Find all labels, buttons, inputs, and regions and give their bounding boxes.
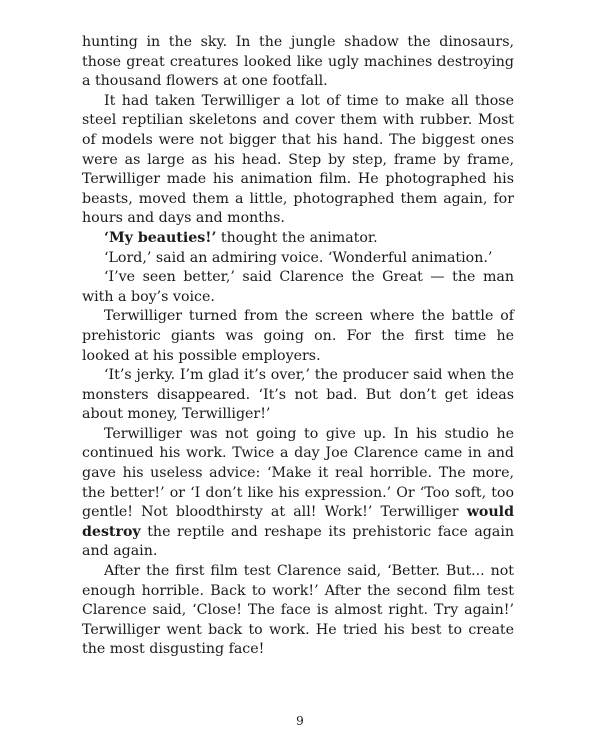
bold-phrase: ‘My beauties!’ xyxy=(104,229,217,246)
text-run: Terwilliger was not going to give up. In his studio he continued his work. Twice a day Joe Clarence came in and gave his useless advice: ‘Make it real horrible. The more, the better!’ or ‘I don’t like his expression.’ Or ‘Too soft, too gentle! Not bloodthirsty at all! Work!’ Terwilliger xyxy=(82,425,514,521)
text-run: It had taken Terwilliger a lot of time to make all those steel reptilian skeletons and cover them with rubber. Most of models were not bigger that his hand. The biggest ones were as large as his head. Step by step, frame by frame, Terwilliger made his animation film. He photographed his beasts, moved them a little, photographed them again, for hours and days and months. xyxy=(82,92,514,227)
text-run: the reptile and reshape its prehistoric face again and again. xyxy=(82,523,514,560)
paragraph xyxy=(82,307,514,366)
text-run: ‘I’ve seen better,’ said Clarence the Great — the man with a boy’s voice. xyxy=(82,269,514,305)
text-run: ‘Lord,’ said an admiring voice. ‘Wonderful animation.’ xyxy=(104,249,493,266)
bold-phrase: would destroy xyxy=(82,504,514,540)
text-run: thought the animator. xyxy=(216,229,378,246)
paragraph xyxy=(82,249,514,269)
body-text xyxy=(82,33,514,660)
text-run: After the first film test Clarence said, ‘Better. But... not enough horrible. Back to work!’ After the second film test Clarence said, ‘Close! The face is almost right. Try again!’ Terwilliger went back to work. He tried his best to create the most disgusting face! xyxy=(82,563,514,658)
paragraph xyxy=(82,229,514,249)
paragraph xyxy=(82,562,514,660)
paragraph xyxy=(82,33,514,92)
paragraph xyxy=(82,268,514,307)
page-number: 9 xyxy=(296,714,304,728)
paragraph xyxy=(82,425,514,562)
text-run: hunting in the sky. In the jungle shadow the dinosaurs, those great creatures looked like ugly machines destroying a thousand flowers at one footfall. xyxy=(82,34,514,90)
text-run: ‘It’s jerky. I’m glad it’s over,’ the producer said when the monsters disappeared. ‘It’s not bad. But don’t get ideas about money, Terwilliger!’ xyxy=(82,367,514,423)
paragraph xyxy=(82,92,514,229)
paragraph xyxy=(82,366,514,425)
text-run: Terwilliger turned from the screen where the battle of prehistoric giants was going on. For the first time he looked at his possible employers. xyxy=(82,308,514,364)
